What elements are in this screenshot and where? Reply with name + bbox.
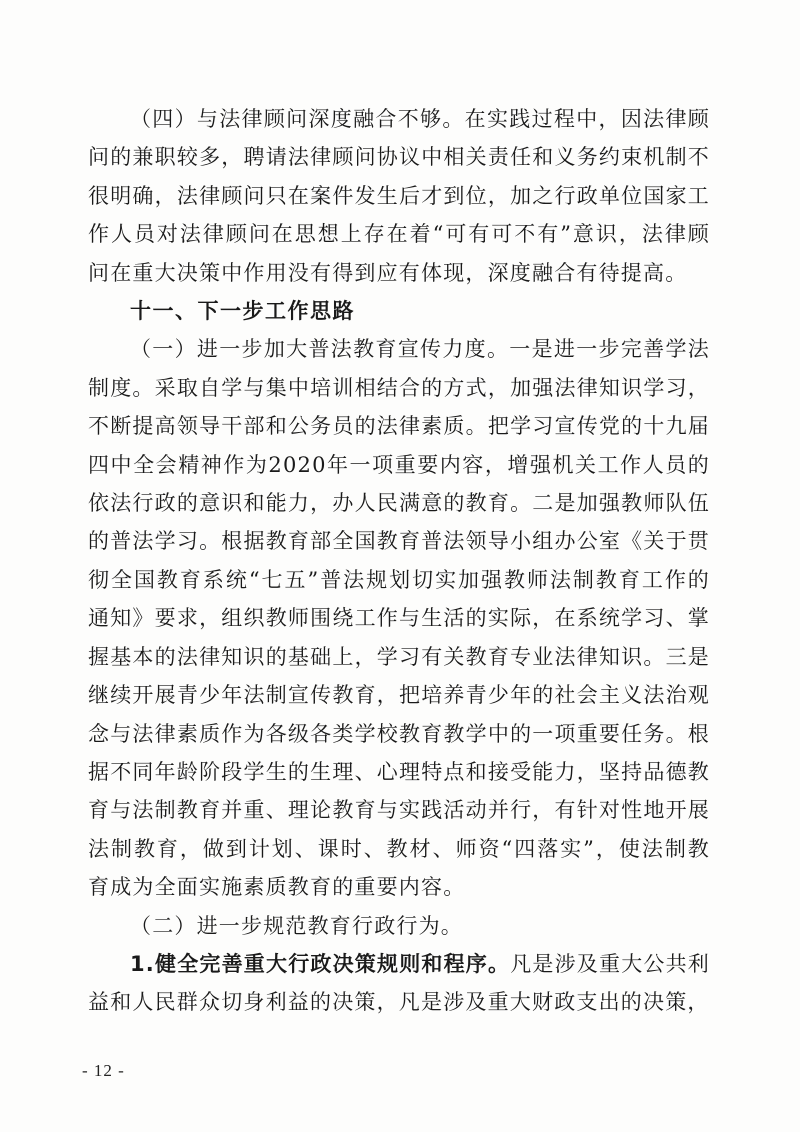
paragraph-legal-education-publicity: （一）进一步加大普法教育宣传力度。一是进一步完善学法制度。采取自学与集中培训相结合的方式，加强法律知识学习，不断提高领导干部和公务员的法律素质。把学习宣传党的十九届四中全会精神作为2020年一项重要内容，增强机关工作人员的依法行政的意识和能力，办人民满意的教育。二是加强教师队伍的普法学习。根据教育部全国教育普法领导小组办公室《关于贯彻全国教育系统“七五”普法规划切实加强教师法制教育工作的通知》要求，组织教师围绕工作与生活的实际，在系统学习、掌握基本的法律知识的基础上，学习有关教育专业法律知识。三是继续开展青少年法制宣传教育，把培养青少年的社会主义法治观念与法律素质作为各级各类学校教育教学中的一项重要任务。根据不同年龄阶段学生的生理、心理特点和接受能力，坚持品德教育与法制教育并重、理论教育与实践活动并行，有针对性地开展法制教育，做到计划、课时、教材、师资“四落实”，使法制教育成为全面实施素质教育的重要内容。 xyxy=(88,337,710,900)
document-body xyxy=(88,100,710,1022)
paragraph-decision-rules xyxy=(88,945,710,1022)
section-heading-next-steps: 十一、下一步工作思路 xyxy=(130,299,355,324)
paragraph-standardize-administration: （二）进一步规范教育行政行为。 xyxy=(130,913,463,938)
paragraph-decision-rules-body: 凡是涉及重大公共利益和人民群众切身利益的决策，凡是涉及重大财政支出的决策， xyxy=(88,951,711,1015)
paragraph-legal-advisor-integration: （四）与法律顾问深度融合不够。在实践过程中，因法律顾问的兼职较多，聘请法律顾问协议中相关责任和义务约束机制不很明确，法律顾问只在案件发生后才到位，加之行政单位国家工作人员对法律顾问在思想上存在着“可有可不有”意识，法律顾问在重大决策中作用没有得到应有体现，深度融合有待提高。 xyxy=(88,107,710,285)
page-number: - 12 - xyxy=(82,1061,125,1080)
paragraph-decision-rules-lead: 1.健全完善重大行政决策规则和程序。 xyxy=(130,951,511,976)
